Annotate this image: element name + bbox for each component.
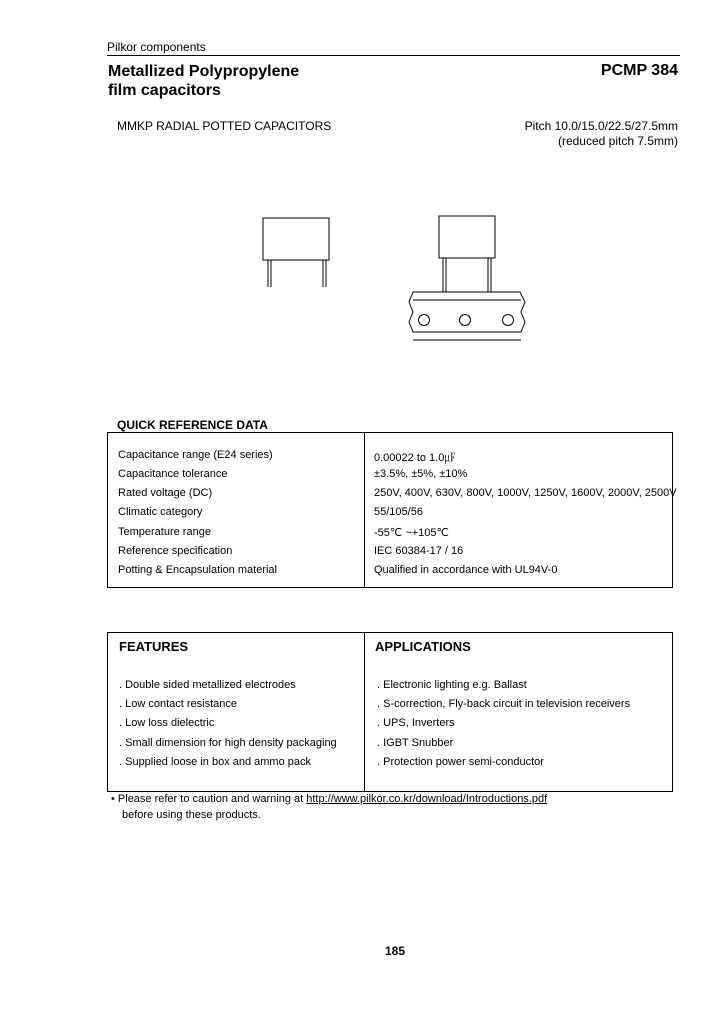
header-rule	[107, 55, 680, 56]
row-label: Climatic category	[118, 506, 203, 518]
loose-capacitor-body	[263, 218, 329, 260]
table-row	[108, 487, 677, 506]
row-value: IEC 60384-17 / 16	[374, 545, 464, 557]
table-row	[108, 506, 672, 525]
row-label: Rated voltage (DC)	[118, 487, 213, 499]
title-line-1: Metallized Polypropylene	[108, 63, 300, 80]
application-item: . S-correction, Fly-back circuit in television receivers	[377, 698, 631, 710]
feature-item: . Double sided metallized electrodes	[119, 679, 296, 691]
row-label: Capacitance tolerance	[118, 468, 228, 480]
table-row	[108, 545, 672, 564]
feature-item: . Small dimension for high density packaging	[119, 737, 337, 749]
caution-note	[111, 793, 547, 805]
application-item: . UPS, Inverters	[377, 717, 455, 729]
features-title: FEATURES	[119, 639, 189, 654]
quick-reference-title: QUICK REFERENCE DATA	[117, 418, 268, 432]
applications-title: APPLICATIONS	[375, 639, 471, 654]
feature-item: . Low contact resistance	[119, 698, 238, 710]
application-item: . IGBT Snubber	[377, 737, 454, 749]
sprocket-hole	[503, 315, 514, 326]
row-label: Temperature range	[118, 526, 211, 538]
feature-item: . Low loss dielectric	[119, 717, 215, 729]
row-value: 0.00022 to 1.0㎌	[374, 452, 456, 464]
box-divider	[364, 633, 365, 791]
row-value: Qualified in accordance with UL94V-0	[374, 564, 558, 576]
table-row	[108, 449, 672, 468]
ammo-tape	[409, 292, 525, 332]
model-number: PCMP 384	[600, 62, 678, 79]
features-applications-box	[107, 632, 673, 792]
table-row	[108, 564, 672, 583]
taped-capacitor-body	[439, 216, 495, 258]
caution-link[interactable]: http://www.pilkor.co.kr/download/Introductions.pdf	[306, 793, 548, 805]
pitch-line-1: Pitch 10.0/15.0/22.5/27.5mm	[524, 119, 678, 133]
row-label: Reference specification	[118, 545, 233, 557]
sprocket-hole	[460, 315, 471, 326]
capacitor-drawing	[255, 212, 535, 362]
capacitor-type: MMKP RADIAL POTTED CAPACITORS	[117, 119, 332, 133]
row-label: Potting & Encapsulation material	[118, 564, 277, 576]
caution-note-line-2: before using these products.	[122, 809, 261, 821]
company-name: Pilkor components	[107, 40, 206, 54]
application-item: . Electronic lighting e.g. Ballast	[377, 679, 527, 691]
table-row	[108, 526, 672, 545]
title-line-2: film capacitors	[108, 82, 221, 99]
product-title	[108, 62, 299, 100]
pitch-line-2: (reduced pitch 7.5mm)	[557, 134, 678, 148]
row-value: 55/105/56	[374, 506, 423, 518]
row-value: ±3.5%, ±5%, ±10%	[374, 468, 468, 480]
caution-prefix: • Please refer to caution and warning at	[111, 793, 307, 805]
quick-reference-table	[107, 432, 677, 588]
sprocket-hole	[419, 315, 430, 326]
row-value: 250V, 400V, 630V, 800V, 1000V, 1250V, 1600V, 2000V, 2500V	[374, 487, 677, 499]
application-item: . Protection power semi-conductor	[377, 756, 544, 768]
row-value: -55℃ ~+105℃	[374, 527, 449, 539]
table-row	[108, 468, 672, 487]
row-label: Capacitance range (E24 series)	[118, 449, 273, 461]
feature-item: . Supplied loose in box and ammo pack	[119, 756, 312, 768]
page-number: 185	[384, 944, 406, 958]
pitch-info	[525, 119, 678, 149]
